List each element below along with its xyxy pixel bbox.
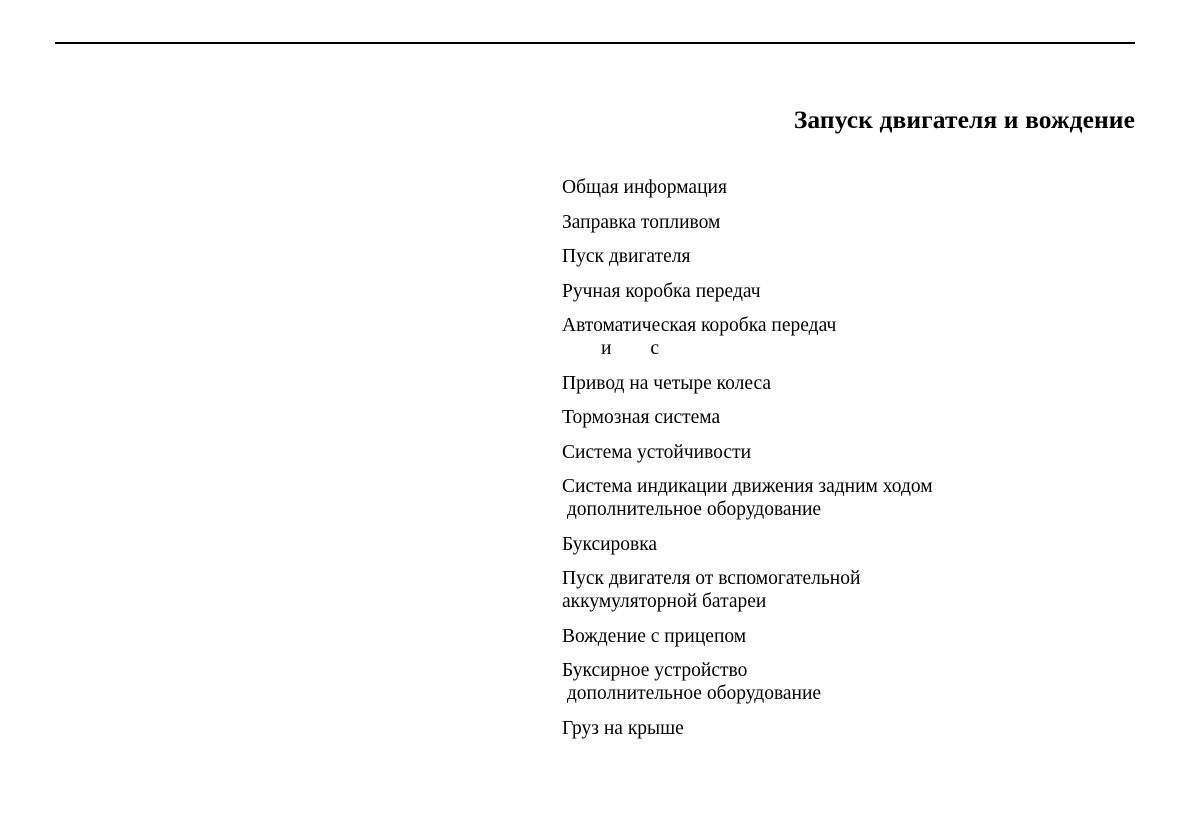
toc-entry[interactable] <box>562 717 1122 740</box>
toc-entry-label: Буксирное устройство <box>562 660 748 681</box>
toc-entry-subline: дополнительное оборудование <box>562 683 822 704</box>
toc-entry-subline: дополнительное оборудование <box>562 499 822 520</box>
header-rule <box>55 42 1135 44</box>
page-title: Запуск двигателя и вождение <box>793 105 1135 134</box>
toc-entry-label: Вождение с прицепом <box>562 625 747 647</box>
toc-entry[interactable] <box>562 211 1122 234</box>
toc-entry-label: Общая информация <box>562 177 727 198</box>
toc-entry-label: Автоматическая коробка передач <box>562 315 837 336</box>
toc-entry[interactable] <box>562 372 1122 395</box>
toc-entry-label: Пуск двигателя от вспомогательной <box>562 568 861 589</box>
toc-entry[interactable] <box>562 659 1122 705</box>
toc-entry-label: Тормозная система <box>562 407 721 428</box>
toc-entry[interactable] <box>562 533 1122 556</box>
toc-entry-subline: аккумуляторной батареи <box>562 591 767 612</box>
toc-entry[interactable] <box>562 567 1122 613</box>
toc-entry-label: Система устойчивости <box>562 441 752 463</box>
toc-entry-label: Пуск двигателя <box>562 246 691 267</box>
toc-entry[interactable] <box>562 475 1122 521</box>
toc-entry[interactable] <box>562 406 1122 429</box>
toc-entry-label: Ручная коробка передач <box>562 280 761 302</box>
toc-entry-label: Груз на крыше <box>562 717 684 739</box>
toc-entry-subline: и с <box>562 338 660 359</box>
toc-entry-label: Система индикации движения задним ходом <box>562 476 933 497</box>
toc-entry-label: Заправка топливом <box>562 211 721 233</box>
toc-entry[interactable] <box>562 176 1122 199</box>
toc-entry[interactable] <box>562 280 1122 303</box>
toc-entry[interactable] <box>562 245 1122 268</box>
toc-entry[interactable] <box>562 441 1122 464</box>
table-of-contents <box>562 176 1122 740</box>
toc-entry[interactable] <box>562 314 1122 360</box>
toc-entry-label: Привод на четыре колеса <box>562 372 772 394</box>
toc-entry-label: Буксировка <box>562 533 658 555</box>
toc-entry[interactable] <box>562 625 1122 648</box>
